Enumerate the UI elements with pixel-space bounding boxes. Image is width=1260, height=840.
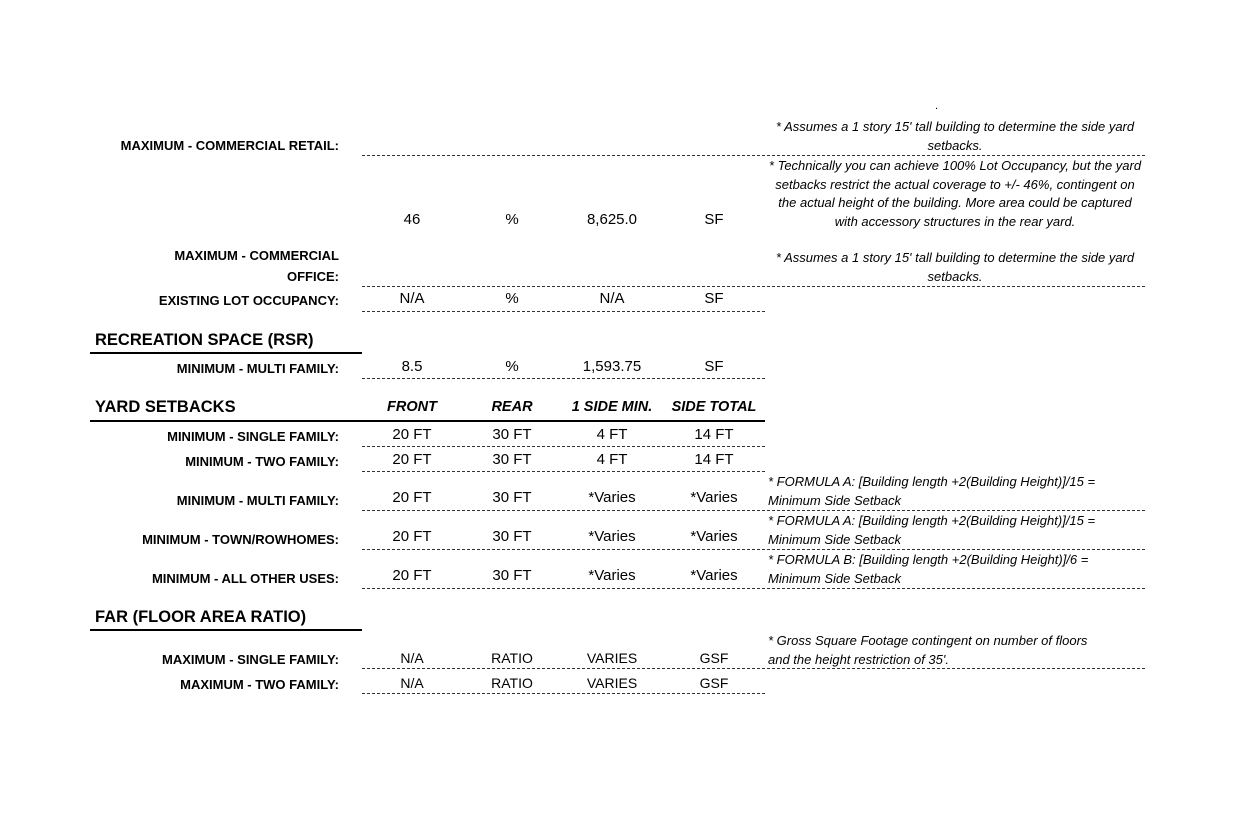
row-divider: [362, 471, 765, 472]
note-line: Minimum Side Setback: [768, 492, 901, 508]
setback-side-min: *Varies: [588, 567, 636, 584]
row-divider: [362, 378, 765, 379]
setback-row-label: MINIMUM - MULTI FAMILY:: [176, 493, 339, 508]
row-divider: [362, 588, 1145, 589]
rsr-multi-family-area-unit: SF: [704, 358, 724, 375]
setback-rear: 30 FT: [492, 426, 532, 443]
far-area-unit: GSF: [699, 650, 729, 666]
row-divider: [362, 510, 1145, 511]
rsr-multi-family-label: MINIMUM - MULTI FAMILY:: [176, 361, 339, 376]
far-value: N/A: [400, 675, 424, 691]
far-area: VARIES: [586, 650, 638, 666]
row-divider: [362, 693, 765, 694]
setback-side-total: 14 FT: [694, 426, 734, 443]
setback-front: 20 FT: [392, 426, 432, 443]
setback-row-label: MINIMUM - SINGLE FAMILY:: [167, 429, 339, 444]
note-line: Minimum Side Setback: [768, 531, 901, 547]
commercial-retail-note: * Assumes a 1 story 15' tall building to determine the side yard setbacks.: [775, 119, 1135, 153]
setback-row-label: MINIMUM - TWO FAMILY:: [185, 454, 339, 469]
far-area: VARIES: [586, 675, 638, 691]
note-line: * FORMULA B: [Building length +2(Building Height)]/6 =: [768, 552, 1089, 567]
setback-side-min: *Varies: [588, 528, 636, 545]
top-marker: .: [935, 100, 939, 112]
far-unit: RATIO: [491, 675, 533, 691]
column-header-rear: REAR: [491, 399, 533, 415]
row-divider: [362, 155, 1145, 156]
row-divider: [362, 668, 1145, 669]
commercial-office-label-line1: MAXIMUM - COMMERCIAL: [174, 248, 339, 263]
column-header-front: FRONT: [387, 399, 437, 415]
setback-rear: 30 FT: [492, 489, 532, 506]
setback-row-label: MINIMUM - TOWN/ROWHOMES:: [142, 532, 339, 547]
row-divider: [362, 286, 1145, 287]
column-header-side-total: SIDE TOTAL: [671, 399, 757, 415]
setback-side-min: 4 FT: [596, 426, 628, 443]
far-area-unit: GSF: [699, 675, 729, 691]
yard-setbacks-title: YARD SETBACKS: [95, 398, 236, 416]
setback-side-min: *Varies: [588, 489, 636, 506]
existing-lot-occupancy-area-unit: SF: [704, 290, 724, 307]
setback-formula-note: [768, 512, 1144, 549]
setback-side-total: *Varies: [690, 528, 738, 545]
row-divider: [362, 549, 1145, 550]
section-rule: [90, 352, 362, 354]
far-row-label: MAXIMUM - TWO FAMILY:: [180, 677, 339, 692]
note-line: * FORMULA A: [Building length +2(Building Height)]/15 =: [768, 513, 1096, 528]
note-line: * FORMULA A: [Building length +2(Building Height)]/15 =: [768, 474, 1096, 489]
setback-front: 20 FT: [392, 528, 432, 545]
note-line: * Gross Square Footage contingent on number of floors: [768, 633, 1088, 648]
setback-front: 20 FT: [392, 567, 432, 584]
existing-lot-occupancy-label: EXISTING LOT OCCUPANCY:: [158, 293, 339, 308]
commercial-office-value: 46: [403, 211, 421, 228]
far-unit: RATIO: [491, 650, 533, 666]
row-divider: [362, 446, 765, 447]
setback-rear: 30 FT: [492, 567, 532, 584]
setback-formula-note: [768, 551, 1144, 588]
commercial-retail-label: MAXIMUM - COMMERCIAL RETAIL:: [120, 138, 339, 153]
setback-rear: 30 FT: [492, 451, 532, 468]
commercial-office-note-2: * Assumes a 1 story 15' tall building to determine the side yard setbacks.: [775, 250, 1135, 284]
far-title: FAR (FLOOR AREA RATIO): [95, 608, 307, 626]
setback-side-total: 14 FT: [694, 451, 734, 468]
section-rule: [90, 629, 362, 631]
commercial-office-unit: %: [505, 211, 519, 228]
note-line: and the height restriction of 35'.: [768, 651, 949, 667]
setback-front: 20 FT: [392, 451, 432, 468]
column-header-side-min: 1 SIDE MIN.: [571, 399, 653, 415]
note-line: Minimum Side Setback: [768, 570, 901, 586]
rsr-multi-family-area: 1,593.75: [582, 358, 642, 375]
setback-row-label: MINIMUM - ALL OTHER USES:: [151, 571, 339, 586]
setback-side-min: 4 FT: [596, 451, 628, 468]
commercial-office-note: * Technically you can achieve 100% Lot Occupancy, but the yard setbacks restrict the actual coverage to +/- 46%, contingent on the actual height of the building. More area could be captured with accessory structures in the rear yard.: [768, 158, 1142, 230]
rsr-multi-family-value: 8.5: [401, 358, 423, 375]
row-divider: [362, 311, 765, 312]
commercial-office-area-unit: SF: [704, 211, 724, 228]
setback-formula-note: [768, 473, 1144, 510]
section-rule: [90, 420, 765, 422]
rsr-multi-family-unit: %: [505, 358, 519, 375]
recreation-space-title: RECREATION SPACE (RSR): [95, 331, 314, 349]
setback-side-total: *Varies: [690, 489, 738, 506]
setback-side-total: *Varies: [690, 567, 738, 584]
far-row-label: MAXIMUM - SINGLE FAMILY:: [162, 652, 339, 667]
existing-lot-occupancy-area: N/A: [599, 290, 625, 307]
existing-lot-occupancy-unit: %: [505, 290, 519, 307]
far-value: N/A: [400, 650, 424, 666]
commercial-office-label-line2: OFFICE:: [287, 269, 339, 284]
setback-front: 20 FT: [392, 489, 432, 506]
setback-rear: 30 FT: [492, 528, 532, 545]
commercial-office-area: 8,625.0: [586, 211, 638, 228]
far-note: [768, 632, 1144, 669]
commercial-office-label: [174, 245, 339, 287]
existing-lot-occupancy-value: N/A: [399, 290, 425, 307]
